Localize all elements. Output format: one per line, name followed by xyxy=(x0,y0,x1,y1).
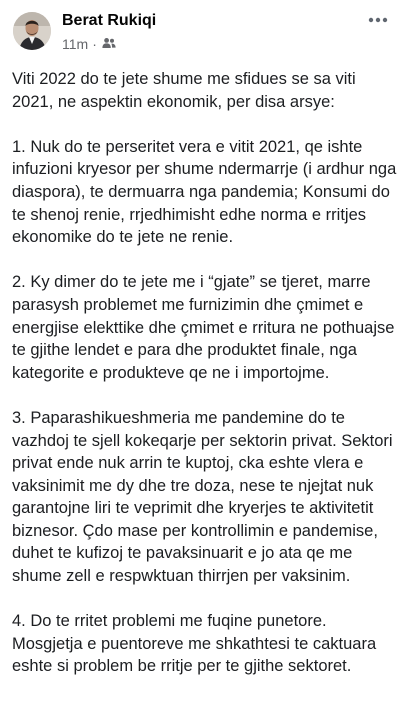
post-paragraph-4: 4. Do te rritet problemi me fuqine punetore. Mosgjetja e puentoreve me shkathtesi te caktuara eshte si problem be rritje per te gjithe sektoret. xyxy=(12,612,377,676)
post-paragraph-2: 2. Ky dimer do te jete me i “gjate” se tjeret, marre parasysh problemet me furnizimin dhe çmimet e energjise elekttike dhe çmimet e rritura ne pothuajse te gjithe lendet e para dhe produktet finale, nga kategorite e produkteve qe ne i importojme. xyxy=(12,273,395,382)
post-meta xyxy=(62,35,116,53)
post-paragraph-1: 1. Nuk do te perseritet vera e vitit 2021, qe ishte infuzioni kryesor per shume ndermarrje (i ardhur nga diaspora), te dermuarra nga pandemia; Konsumi do te shenoj renie, rrjedhimisht edhe norma e rritjes ekonomike do te jete ne renie. xyxy=(12,137,397,247)
post-paragraph-intro: Viti 2022 do te jete shume me sfidues se sa viti 2021, ne aspektin ekonomik, per disa arsye: xyxy=(12,70,356,111)
profile-photo xyxy=(13,12,51,50)
friends-icon[interactable] xyxy=(102,36,116,52)
post-paragraph-3: 3. Paparashikueshmeria me pandemine do te vazhdoj te sjell kokeqarje per sektorin privat. Sektori privat ende nuk arrin te kuptoj, cka eshte vlera e vaksinimit me dy dhe tre doza, nese te njejtat nuk garantojne liri te veprimit dhe kryerjes te aktivitetit biznesor. Çdo mase per kontrollimin e pandemise, duhet te kufizoj te pavaksinuarit e jo ata qe me shume zell e respwktuan thirrjen per vaksinim. xyxy=(12,408,393,586)
post-header xyxy=(0,0,405,62)
post-timestamp[interactable]: 11m xyxy=(62,36,89,52)
post-text xyxy=(12,68,398,701)
meta-separator: · xyxy=(92,36,97,52)
avatar[interactable] xyxy=(13,12,51,50)
more-options-icon[interactable] xyxy=(365,10,391,30)
author-name[interactable]: Berat Rukiqi xyxy=(62,12,157,29)
